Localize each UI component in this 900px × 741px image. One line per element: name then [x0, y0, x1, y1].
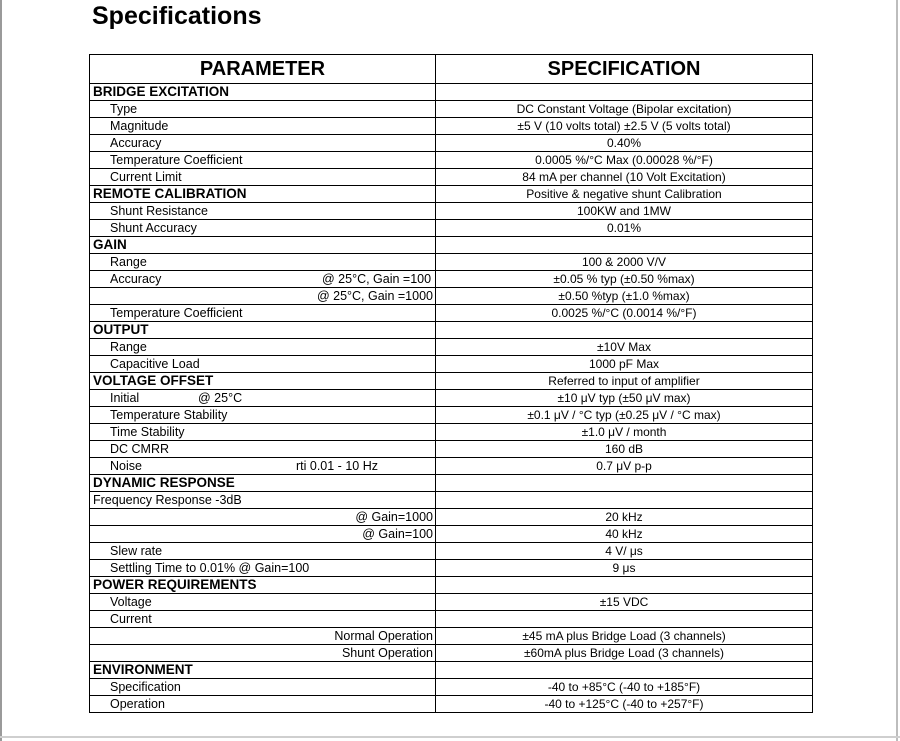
parameter-cell	[90, 679, 436, 696]
section-row	[90, 186, 813, 203]
table-row	[90, 390, 813, 407]
parameter-cell	[90, 594, 436, 611]
parameter-label: Current	[110, 612, 152, 626]
parameter-cell	[90, 390, 436, 407]
parameter-label: Range	[110, 340, 147, 354]
section-title: REMOTE CALIBRATION	[93, 186, 247, 201]
table-row	[90, 594, 813, 611]
specification-value: 100 & 2000 V/V	[436, 254, 813, 271]
parameter-cell	[90, 424, 436, 441]
table-row	[90, 645, 813, 662]
table-row	[90, 339, 813, 356]
specification-value: 4 V/ μs	[436, 543, 813, 560]
parameter-label: Voltage	[110, 595, 152, 609]
specification-value: Positive & negative shunt Calibration	[436, 186, 813, 203]
table-row	[90, 628, 813, 645]
section-title: BRIDGE EXCITATION	[93, 84, 230, 99]
parameter-cell	[90, 696, 436, 713]
table-row	[90, 560, 813, 577]
parameter-label: Accuracy	[110, 136, 162, 150]
table-row	[90, 424, 813, 441]
section-title: DYNAMIC RESPONSE	[93, 475, 235, 490]
parameter-cell	[90, 135, 436, 152]
specification-value: ±5 V (10 volts total) ±2.5 V (5 volts total)	[436, 118, 813, 135]
specification-value: ±1.0 μV / month	[436, 424, 813, 441]
parameter-label: Settling Time to 0.01% @ Gain=100	[110, 561, 310, 575]
parameter-cell	[90, 492, 436, 509]
table-row	[90, 407, 813, 424]
specification-value: 9 μs	[436, 560, 813, 577]
specification-value	[436, 611, 813, 628]
specification-value: ±0.1 μV / °C typ (±0.25 μV / °C max)	[436, 407, 813, 424]
parameter-cell	[90, 288, 436, 305]
parameter-label: Type	[110, 102, 138, 116]
specification-value: ±60mA plus Bridge Load (3 channels)	[436, 645, 813, 662]
specification-value: 0.0025 %/°C (0.0014 %/°F)	[436, 305, 813, 322]
specification-value	[436, 84, 813, 101]
parameter-label: Shunt Accuracy	[110, 221, 197, 235]
parameter-cell	[90, 118, 436, 135]
specifications-table-body	[90, 84, 813, 713]
parameter-cell	[90, 407, 436, 424]
specification-value: 0.40%	[436, 135, 813, 152]
section-title: GAIN	[93, 237, 127, 252]
parameter-cell	[90, 577, 436, 594]
section-title: OUTPUT	[93, 322, 149, 337]
section-row	[90, 373, 813, 390]
specification-value	[436, 492, 813, 509]
table-row	[90, 611, 813, 628]
section-row	[90, 84, 813, 101]
specification-value: DC Constant Voltage (Bipolar excitation)	[436, 101, 813, 118]
parameter-label: Temperature Coefficient	[110, 306, 243, 320]
specification-value	[436, 577, 813, 594]
parameter-column-header: PARAMETER	[90, 55, 436, 84]
table-row	[90, 305, 813, 322]
specification-value: ±15 VDC	[436, 594, 813, 611]
table-row	[90, 458, 813, 475]
parameter-cell	[90, 203, 436, 220]
page-title: Specifications	[92, 2, 262, 30]
parameter-label: Noise	[110, 459, 142, 473]
parameter-cell	[90, 611, 436, 628]
parameter-label: DC CMRR	[110, 442, 170, 456]
parameter-label: @ Gain=1000	[355, 510, 433, 524]
parameter-label: Initial	[110, 391, 140, 405]
page-frame-bottom	[0, 736, 900, 738]
page-frame-left	[0, 0, 2, 741]
parameter-cell	[90, 441, 436, 458]
table-row	[90, 679, 813, 696]
specification-value	[436, 662, 813, 679]
parameter-label: Operation	[110, 697, 165, 711]
parameter-label: Accuracy	[110, 272, 162, 286]
specification-value: -40 to +85°C (-40 to +185°F)	[436, 679, 813, 696]
parameter-cell	[90, 271, 436, 288]
page-frame-right	[896, 0, 898, 741]
parameter-label: Magnitude	[110, 119, 169, 133]
parameter-label: Current Limit	[110, 170, 182, 184]
table-row	[90, 526, 813, 543]
table-row	[90, 101, 813, 118]
table-row	[90, 696, 813, 713]
table-header-row	[90, 55, 813, 84]
parameter-label: Shunt Operation	[341, 646, 433, 660]
specification-value: ±10V Max	[436, 339, 813, 356]
parameter-cell	[90, 101, 436, 118]
specification-value: ±10 μV typ (±50 μV max)	[436, 390, 813, 407]
parameter-cell	[90, 628, 436, 645]
table-row	[90, 441, 813, 458]
section-row	[90, 322, 813, 339]
parameter-cell	[90, 373, 436, 390]
specification-value: Referred to input of amplifier	[436, 373, 813, 390]
parameter-label: Shunt Resistance	[110, 204, 208, 218]
specification-value: 84 mA per channel (10 Volt Excitation)	[436, 169, 813, 186]
parameter-cell	[90, 186, 436, 203]
section-row	[90, 577, 813, 594]
parameter-cell	[90, 220, 436, 237]
table-row	[90, 169, 813, 186]
parameter-condition: rti 0.01 - 10 Hz	[296, 459, 378, 473]
parameter-cell	[90, 356, 436, 373]
parameter-cell	[90, 509, 436, 526]
section-row	[90, 662, 813, 679]
parameter-cell	[90, 322, 436, 339]
specification-value: 0.0005 %/°C Max (0.00028 %/°F)	[436, 152, 813, 169]
table-row	[90, 203, 813, 220]
section-row	[90, 475, 813, 492]
parameter-cell	[90, 645, 436, 662]
specification-value: ±0.05 % typ (±0.50 %max)	[436, 271, 813, 288]
specification-value: 100KW and 1MW	[436, 203, 813, 220]
parameter-cell	[90, 475, 436, 492]
parameter-label: Slew rate	[110, 544, 163, 558]
specification-value	[436, 322, 813, 339]
table-row	[90, 288, 813, 305]
section-title: POWER REQUIREMENTS	[93, 577, 257, 592]
table-row	[90, 220, 813, 237]
parameter-cell	[90, 526, 436, 543]
table-row	[90, 543, 813, 560]
specification-value	[436, 475, 813, 492]
parameter-cell	[90, 84, 436, 101]
parameter-label: Temperature Stability	[110, 408, 228, 422]
specification-value: 160 dB	[436, 441, 813, 458]
parameter-cell	[90, 543, 436, 560]
parameter-cell	[90, 169, 436, 186]
table-row	[90, 356, 813, 373]
specification-value: 0.01%	[436, 220, 813, 237]
parameter-label: @ Gain=100	[362, 527, 433, 541]
specification-value: ±0.50 %typ (±1.0 %max)	[436, 288, 813, 305]
parameter-label: Capacitive Load	[110, 357, 200, 371]
parameter-label: Temperature Coefficient	[110, 153, 243, 167]
parameter-cell	[90, 305, 436, 322]
table-row	[90, 118, 813, 135]
specification-column-header: SPECIFICATION	[436, 55, 813, 84]
table-row	[90, 509, 813, 526]
specification-value: -40 to +125°C (-40 to +257°F)	[436, 696, 813, 713]
parameter-cell	[90, 560, 436, 577]
parameter-cell	[90, 254, 436, 271]
table-row	[90, 492, 813, 509]
parameter-label: Frequency Response -3dB	[93, 493, 242, 507]
specification-value: ±45 mA plus Bridge Load (3 channels)	[436, 628, 813, 645]
parameter-cell	[90, 458, 436, 475]
parameter-cell	[90, 237, 436, 254]
parameter-label: Time Stability	[110, 425, 185, 439]
parameter-label: Range	[110, 255, 147, 269]
table-row	[90, 152, 813, 169]
specification-value	[436, 237, 813, 254]
parameter-condition: @ 25°C, Gain =100	[322, 272, 432, 286]
parameter-cell	[90, 339, 436, 356]
parameter-cell	[90, 152, 436, 169]
table-row	[90, 135, 813, 152]
parameter-label: @ 25°C, Gain =1000	[316, 289, 433, 303]
section-row	[90, 237, 813, 254]
parameter-condition: @ 25°C	[198, 391, 243, 405]
parameter-cell	[90, 662, 436, 679]
specification-value: 0.7 μV p-p	[436, 458, 813, 475]
specifications-table	[89, 54, 813, 713]
specification-value: 20 kHz	[436, 509, 813, 526]
specification-value: 40 kHz	[436, 526, 813, 543]
table-row	[90, 254, 813, 271]
table-row	[90, 271, 813, 288]
section-title: ENVIRONMENT	[93, 662, 193, 677]
parameter-label: Specification	[110, 680, 181, 694]
specification-value: 1000 pF Max	[436, 356, 813, 373]
section-title: VOLTAGE OFFSET	[93, 373, 214, 388]
parameter-label: Normal Operation	[334, 629, 433, 643]
